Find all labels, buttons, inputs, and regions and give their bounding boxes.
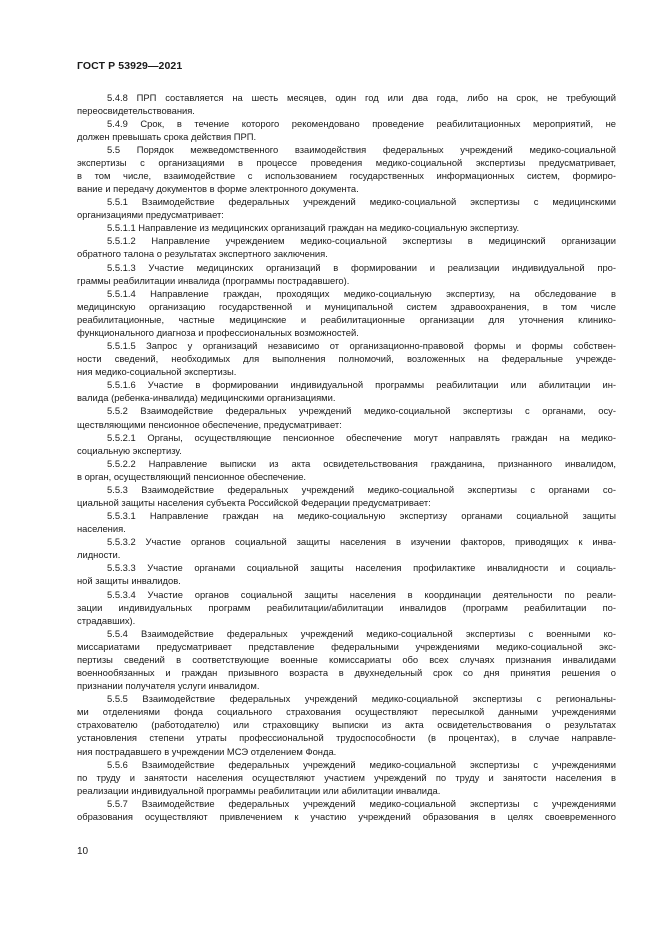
text-line: военнообязанных и граждан призывного возраста в двухнедельный срок со дня принятия решения о: [77, 667, 616, 679]
text-line: 5.5.1.1 Направление из медицинских организаций граждан на медико-социальную экспертизу.: [107, 222, 520, 234]
text-line: валида (ребенка-инвалида) медицинскими организациями.: [77, 392, 336, 404]
text-line: 5.4.8 ПРП составляется на шесть месяцев, один год или два года, либо на срок, не требующий: [107, 91, 616, 103]
text-line: 5.5.4 Взаимодействие федеральных учреждений медико-социальной экспертизы с военными ко-: [107, 627, 616, 639]
text-line: реабилитационные, частные медицинские и реабилитационные организации для уточнения клинико-: [77, 313, 616, 325]
text-line: ности сведений, необходимых для выполнения полномочий, возложенных на федеральные учрежде-: [77, 353, 616, 365]
text-line: ществляющими пенсионное обеспечение, предусматривает:: [77, 418, 342, 430]
text-line: ной защиты инвалидов.: [77, 575, 181, 587]
text-line: циальной защиты населения субъекта Российской Федерации предусматривает:: [77, 496, 431, 508]
text-line: 5.5.2.1 Органы, осуществляющие пенсионное обеспечение могут направлять граждан на медико-: [107, 431, 616, 443]
text-line: 5.5.1.4 Направление граждан, проходящих медико-социальную экспертизу, на обследование в: [107, 287, 616, 299]
text-line: организациями предусматривает:: [77, 209, 224, 221]
text-line: 5.5.1.3 Участие медицинских организаций в формировании и реализации индивидуальной про-: [107, 261, 616, 273]
text-line: экспертизы с организациями в процессе проведения медико-социальной экспертизы предусматривает,: [77, 156, 616, 168]
text-line: миссариатами предусматривает представление федеральными учреждениями медико-социальной экс-: [77, 640, 616, 652]
text-line: 5.5.6 Взаимодействие федеральных учреждений медико-социальной экспертизы с учреждениями: [107, 758, 616, 770]
text-line: 5.5.5 Взаимодействие федеральных учреждений медико-социальной экспертизы с региональны-: [107, 693, 616, 705]
text-line: реализации индивидуальной программы реабилитации или абилитации инвалида.: [77, 784, 441, 796]
text-line: 5.4.9 Срок, в течение которого рекомендовано проведение реабилитационных мероприятий, не: [107, 117, 616, 129]
page-number: 10: [77, 846, 89, 857]
text-line: признании получателя услуги инвалидом.: [77, 680, 260, 692]
text-line: по труду и занятости населения осуществляют участием учреждений по труду и занятости населения в: [77, 771, 616, 783]
text-line: социальную экспертизу.: [77, 444, 182, 456]
text-line: в орган, осуществляющий пенсионное обеспечение.: [77, 470, 307, 482]
text-line: 5.5.3.2 Участие органов социальной защиты населения в изучении факторов, приводящих к инва-: [107, 536, 616, 548]
text-line: 5.5.2.2 Направление выписки из акта освидетельствования гражданина, признанного инвалидом,: [107, 457, 616, 469]
text-line: образования осуществляют привлечением к участию учреждений образования в целях своевременного: [77, 810, 616, 822]
text-line: 5.5.3.1 Направление граждан на медико-социальную экспертизу органами социальной защиты: [107, 510, 616, 522]
text-line: 5.5.1 Взаимодействие федеральных учреждений медико-социальной экспертизы с медицинскими: [107, 196, 616, 208]
text-line: установления степени утраты профессиональной трудоспособности (в процентах), в случае направле-: [77, 732, 616, 744]
text-line: 5.5.1.6 Участие в формировании индивидуальной программы реабилитации или абилитации ин-: [107, 379, 616, 391]
text-line: лидности.: [77, 549, 121, 561]
text-line: вание и передачу документов в форме электронного документа.: [77, 183, 359, 195]
text-line: 5.5.3 Взаимодействие федеральных учреждений медико-социальной экспертизы с органами со-: [107, 483, 616, 495]
text-line: 5.5.1.2 Направление учреждением медико-социальной экспертизы в медицинский организации: [107, 235, 616, 247]
text-line: ния пострадавшего в учреждении МСЭ отделением Фонда.: [77, 745, 337, 757]
text-line: ми отделениями фонда социального страхования осуществляют пересылкой данными учреждениями: [77, 706, 616, 718]
text-line: функционального диагноза и профессиональных возможностей.: [77, 326, 359, 338]
text-line: населения.: [77, 523, 126, 535]
text-line: страхователю (работодателю) или страховщику выписки из акта освидетельствования о результатах: [77, 719, 616, 731]
text-line: должен превышать срока действия ПРП.: [77, 130, 257, 142]
text-line: переосвидетельствования.: [77, 104, 195, 116]
text-line: ния медико-социальной экспертизы.: [77, 366, 237, 378]
text-line: страдавших).: [77, 614, 136, 626]
text-line: 5.5 Порядок межведомственного взаимодействия федеральных учреждений медико-социальной: [107, 143, 616, 155]
text-line: 5.5.3.3 Участие органами социальной защиты населения профилактике инвалидности и социаль-: [107, 562, 616, 574]
text-line: 5.5.7 Взаимодействие федеральных учреждений медико-социальной экспертизы с учреждениями: [107, 797, 616, 809]
text-line: зации индивидуальных программ реабилитации/абилитации инвалидов (программ реабилитации по-: [77, 601, 616, 613]
text-line: медицинскую организацию государственной и муниципальной систем здравоохранения, в том числе: [77, 300, 616, 312]
text-line: 5.5.3.4 Участие органов социальной защиты населения в координации деятельности по реали-: [107, 588, 616, 600]
text-line: 5.5.2 Взаимодействие федеральных учреждений медико-социальной экспертизы с органами, осу-: [107, 405, 616, 417]
text-line: обратного талона о результатах экспертного заключения.: [77, 248, 328, 260]
text-line: пертизы сведений в соответствующие военные комиссариаты обо всех случаях признания инвалидами: [77, 653, 616, 665]
text-line: 5.5.1.5 Запрос у организаций независимо от организационно-правовой формы и формы собствен-: [107, 340, 616, 352]
document-header: ГОСТ Р 53929—2021: [77, 60, 183, 72]
text-line: в том числе, взаимодействие с использованием государственных информационных систем, формиро-: [77, 169, 616, 181]
text-line: граммы реабилитации инвалида (программы пострадавшего).: [77, 274, 350, 286]
